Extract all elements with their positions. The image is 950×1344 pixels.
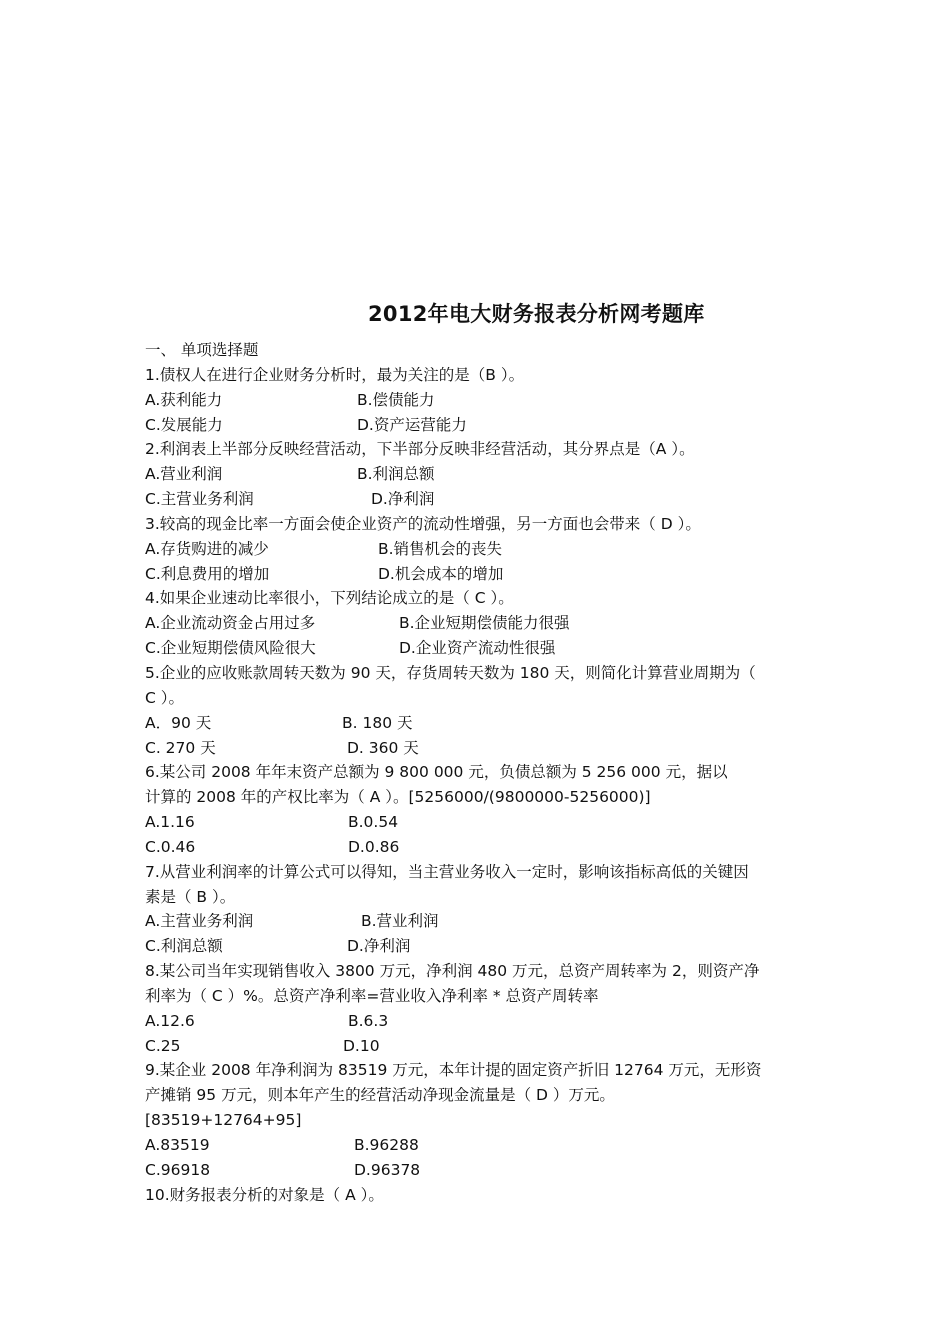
question-stem: 10.财务报表分析的对象是（ A ）。 (145, 1185, 384, 1204)
option-d: D.0.86 (348, 837, 400, 856)
question-stem: 3.较高的现金比率一方面会使企业资产的流动性增强，另一方面也会带来（ D ）。 (145, 514, 701, 533)
option-a: A.1.16 (145, 813, 195, 832)
option-row (145, 636, 805, 661)
option-row (145, 537, 805, 562)
option-b: B.销售机会的丧失 (378, 539, 503, 558)
option-a: A.主营业务利润 (145, 912, 254, 931)
option-a: A.存货购进的减少 (145, 539, 269, 558)
option-d: D.净利润 (371, 490, 435, 509)
option-b: B.0.54 (348, 813, 399, 832)
option-b: B.偿债能力 (357, 390, 435, 409)
option-row (145, 711, 805, 736)
option-row (145, 611, 805, 636)
page-title: 2012年电大财务报表分析网考题库 (368, 302, 705, 326)
question-stem-cont: 产摊销 95 万元，则本年产生的经营活动净现金流量是（ D ）万元。 (145, 1086, 615, 1105)
option-b: B.6.3 (348, 1011, 389, 1030)
option-row (145, 909, 805, 934)
option-a: A.83519 (145, 1136, 210, 1154)
option-c: C.主营业务利润 (145, 490, 254, 509)
option-row (145, 1034, 805, 1059)
option-c: C.发展能力 (145, 415, 223, 434)
question-stem: 4.如果企业速动比率很小，下列结论成立的是（ C ）。 (145, 589, 514, 608)
question-stem: 9.某企业 2008 年净利润为 83519 万元，本年计提的固定资产折旧 12764 万元，无形资 (145, 1061, 762, 1080)
option-row (145, 1009, 805, 1034)
question-stem: 7.从营业利润率的计算公式可以得知，当主营业务收入一定时，影响该指标高低的关键因 (145, 862, 749, 881)
section-heading: 一、 单项选择题 (145, 341, 259, 359)
question-stem-cont: 利率为（ C ）%。总资产净利率=营业收入净利率 * 总资产周转率 (145, 986, 599, 1005)
option-d: D. 360 天 (347, 738, 419, 757)
option-row (145, 1133, 805, 1158)
option-a: A.获利能力 (145, 390, 223, 409)
option-d: D.资产运营能力 (357, 415, 467, 434)
option-d: D.机会成本的增加 (378, 564, 504, 583)
question-stem: 6.某公司 2008 年年末资产总额为 9 800 000 元，负债总额为 5 256 000 元，据以 (145, 763, 728, 782)
question-stem: 5.企业的应收账款周转天数为 90 天，存货周转天数为 180 天，则简化计算营业周期为（ (145, 663, 756, 682)
option-a: A.12.6 (145, 1011, 195, 1030)
option-a: A．90 天 (145, 713, 212, 732)
option-d: D.96378 (354, 1160, 421, 1179)
option-b: B. 180 天 (342, 713, 413, 732)
question-stem: 1.债权人在进行企业财务分析时，最为关注的是（B ）。 (145, 365, 525, 384)
option-c: C.96918 (145, 1160, 211, 1179)
question-stem-cont: C ）。 (145, 688, 184, 707)
option-c: C.0.46 (145, 837, 196, 856)
option-c: C.利息费用的增加 (145, 564, 270, 583)
option-b: B.营业利润 (361, 912, 439, 931)
option-c: C. 270 天 (145, 738, 216, 757)
question-stem: 2.利润表上半部分反映经营活动，下半部分反映非经营活动，其分界点是（A ）。 (145, 440, 695, 459)
option-a: A.营业利润 (145, 465, 223, 484)
option-row (145, 835, 805, 860)
question-list (145, 338, 805, 1208)
option-row (145, 388, 805, 413)
option-b: B.利润总额 (357, 465, 435, 484)
option-b: B.96288 (354, 1136, 419, 1154)
option-row (145, 810, 805, 835)
option-row (145, 1158, 805, 1183)
option-b: B.企业短期偿债能力很强 (399, 614, 570, 633)
option-row (145, 487, 805, 512)
option-c: C.利润总额 (145, 937, 223, 956)
option-row (145, 462, 805, 487)
option-d: D.企业资产流动性很强 (399, 639, 556, 658)
option-row (145, 413, 805, 438)
question-stem: 8.某公司当年实现销售收入 3800 万元，净利润 480 万元，总资产周转率为 2，则资产净 (145, 962, 760, 981)
question-stem-cont: [83519+12764+95] (145, 1111, 302, 1130)
question-stem-cont: 素是（ B ）。 (145, 887, 236, 906)
option-a: A.企业流动资金占用过多 (145, 614, 316, 633)
option-c: C.企业短期偿债风险很大 (145, 639, 316, 658)
option-row (145, 562, 805, 587)
option-row (145, 736, 805, 761)
option-d: D.净利润 (347, 937, 411, 956)
option-row (145, 934, 805, 959)
question-stem-cont: 计算的 2008 年的产权比率为（ A ）。[5256000/(9800000-5256000)] (145, 788, 651, 807)
option-d: D.10 (343, 1036, 380, 1055)
option-c: C.25 (145, 1036, 181, 1055)
